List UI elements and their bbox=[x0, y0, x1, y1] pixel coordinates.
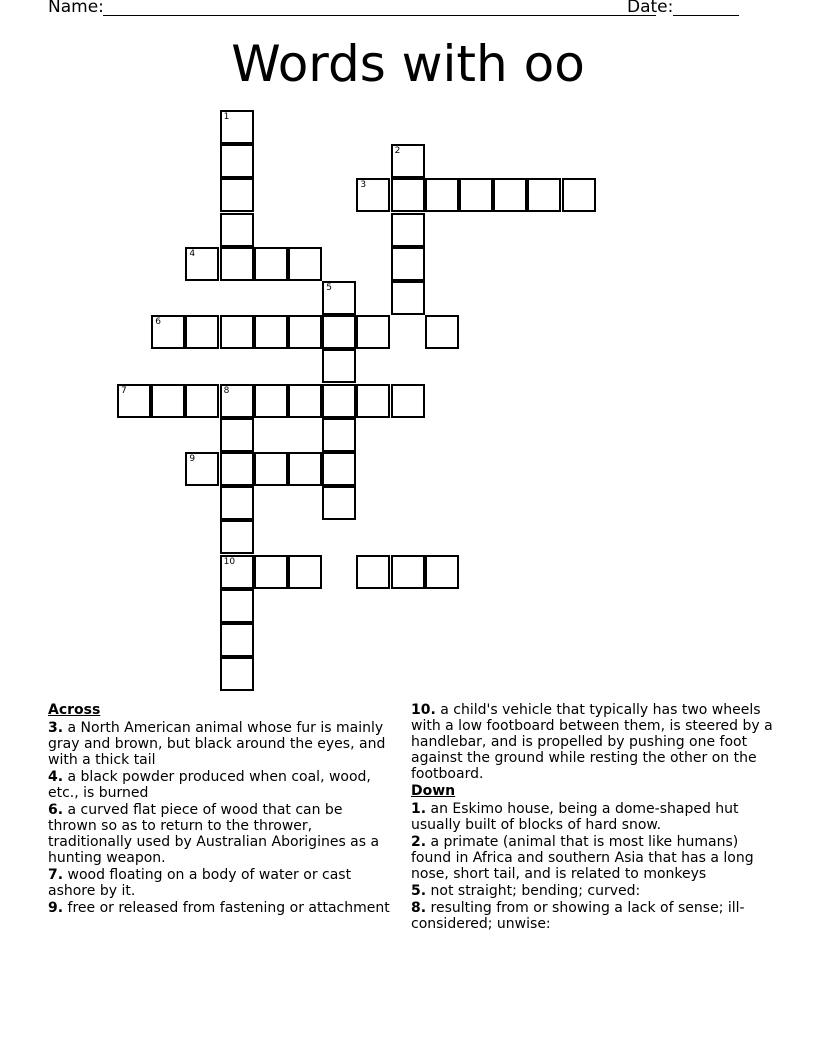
clues-left-column bbox=[48, 702, 393, 917]
clue-number: 1 bbox=[223, 112, 230, 122]
crossword-cell[interactable] bbox=[562, 178, 596, 212]
crossword-cell[interactable] bbox=[254, 452, 288, 486]
down-clue: 8. resulting from or showing a lack of sense; ill-considered; unwise: bbox=[411, 900, 745, 932]
crossword-cell[interactable] bbox=[356, 384, 390, 418]
crossword-cell[interactable] bbox=[425, 178, 459, 212]
page-title: Words with oo bbox=[231, 35, 585, 93]
crossword-cell[interactable] bbox=[220, 657, 254, 691]
crossword-cell[interactable] bbox=[322, 281, 356, 315]
crossword-cell[interactable] bbox=[391, 213, 425, 247]
date-label: Date: bbox=[627, 0, 674, 17]
crossword-cell[interactable] bbox=[391, 281, 425, 315]
crossword-cell[interactable] bbox=[356, 315, 390, 349]
crossword-cell[interactable] bbox=[220, 144, 254, 178]
across-clue: 9. free or released from fastening or attachment bbox=[48, 900, 390, 916]
crossword-cell[interactable] bbox=[288, 384, 322, 418]
crossword-cell[interactable] bbox=[185, 384, 219, 418]
clue-number: 5 bbox=[326, 283, 332, 293]
crossword-cell[interactable] bbox=[322, 315, 356, 349]
crossword-cell[interactable] bbox=[220, 110, 254, 144]
crossword-cell[interactable] bbox=[254, 555, 288, 589]
clue-number: 10 bbox=[223, 556, 236, 567]
across-heading: Across bbox=[48, 702, 101, 718]
crossword-cell[interactable] bbox=[288, 555, 322, 589]
crossword-cell[interactable] bbox=[220, 520, 254, 554]
crossword-cell[interactable] bbox=[493, 178, 527, 212]
crossword-cell[interactable] bbox=[322, 418, 356, 452]
crossword-cell[interactable] bbox=[322, 452, 356, 486]
crossword-cell[interactable] bbox=[391, 178, 425, 212]
clue-number: 2 bbox=[394, 146, 401, 157]
crossword-cell[interactable] bbox=[391, 144, 425, 178]
crossword-cell[interactable] bbox=[220, 213, 254, 247]
down-clue: 5. not straight; bending; curved: bbox=[411, 883, 641, 899]
crossword-cell[interactable] bbox=[391, 384, 425, 418]
across-clue: 4. a black powder produced when coal, wood, etc., is burned bbox=[48, 769, 371, 801]
crossword-cell[interactable] bbox=[185, 315, 219, 349]
crossword-cell[interactable] bbox=[117, 384, 151, 418]
clue-number: 8 bbox=[223, 385, 230, 396]
crossword-cell[interactable] bbox=[288, 315, 322, 349]
across-clue: 7. wood floating on a body of water or cast ashore by it. bbox=[48, 867, 352, 899]
crossword-cell[interactable] bbox=[288, 247, 322, 281]
crossword-cell[interactable] bbox=[425, 555, 459, 589]
crossword-cell[interactable] bbox=[220, 178, 254, 212]
crossword-cell[interactable] bbox=[356, 555, 390, 589]
crossword-cell[interactable] bbox=[322, 349, 356, 383]
crossword-cell[interactable] bbox=[527, 178, 561, 212]
crossword-cell[interactable] bbox=[322, 486, 356, 520]
clue-number: 9 bbox=[189, 454, 196, 464]
crossword-cell[interactable] bbox=[220, 247, 254, 281]
crossword-cell[interactable] bbox=[391, 247, 425, 281]
down-clue: 2. a primate (animal that is most like humans) found in Africa and southern Asia that has a long nose, short tail, and is related to monkeys bbox=[411, 834, 754, 882]
across-clue: 10. a child's vehicle that typically has two wheels with a low footboard between them, is steered by a handlebar, and is propelled by pushing one foot against the ground while resting the other on the footboard. bbox=[411, 702, 773, 782]
name-label: Name: bbox=[48, 0, 104, 17]
crossword-cell[interactable] bbox=[220, 589, 254, 623]
crossword-cell[interactable] bbox=[185, 247, 219, 281]
crossword-cell[interactable] bbox=[254, 384, 288, 418]
crossword-cell[interactable] bbox=[220, 418, 254, 452]
clue-number: 3 bbox=[360, 180, 367, 191]
crossword-cell[interactable] bbox=[151, 384, 185, 418]
crossword-cell[interactable] bbox=[220, 555, 254, 589]
down-heading: Down bbox=[411, 783, 456, 799]
clue-number: 7 bbox=[121, 385, 127, 396]
crossword-cell[interactable] bbox=[425, 315, 459, 349]
across-clue: 3. a North American animal whose fur is mainly gray and brown, but black around the eyes, and with a thick tail bbox=[48, 720, 386, 768]
crossword-cell[interactable] bbox=[220, 384, 254, 418]
clue-number: 4 bbox=[189, 248, 196, 259]
crossword-cell[interactable] bbox=[254, 315, 288, 349]
crossword-cell[interactable] bbox=[220, 623, 254, 657]
crossword-cell[interactable] bbox=[391, 555, 425, 589]
crossword-cell[interactable] bbox=[356, 178, 390, 212]
crossword-cell[interactable] bbox=[288, 452, 322, 486]
crossword-cell[interactable] bbox=[459, 178, 493, 212]
crossword-cell[interactable] bbox=[220, 452, 254, 486]
crossword-cell[interactable] bbox=[220, 486, 254, 520]
across-clue: 6. a curved flat piece of wood that can be thrown so as to return to the thrower, traditionally used by Australian Aborigines as a hunting weapon. bbox=[48, 802, 380, 866]
clue-number: 6 bbox=[155, 317, 161, 328]
crossword-cell[interactable] bbox=[322, 384, 356, 418]
crossword-cell[interactable] bbox=[185, 452, 219, 486]
down-clue: 1. an Eskimo house, being a dome-shaped hut usually built of blocks of hard snow. bbox=[411, 801, 739, 833]
clues-right-column bbox=[411, 702, 776, 933]
crossword-cell[interactable] bbox=[151, 315, 185, 349]
crossword-cell[interactable] bbox=[220, 315, 254, 349]
crossword-cell[interactable] bbox=[254, 247, 288, 281]
